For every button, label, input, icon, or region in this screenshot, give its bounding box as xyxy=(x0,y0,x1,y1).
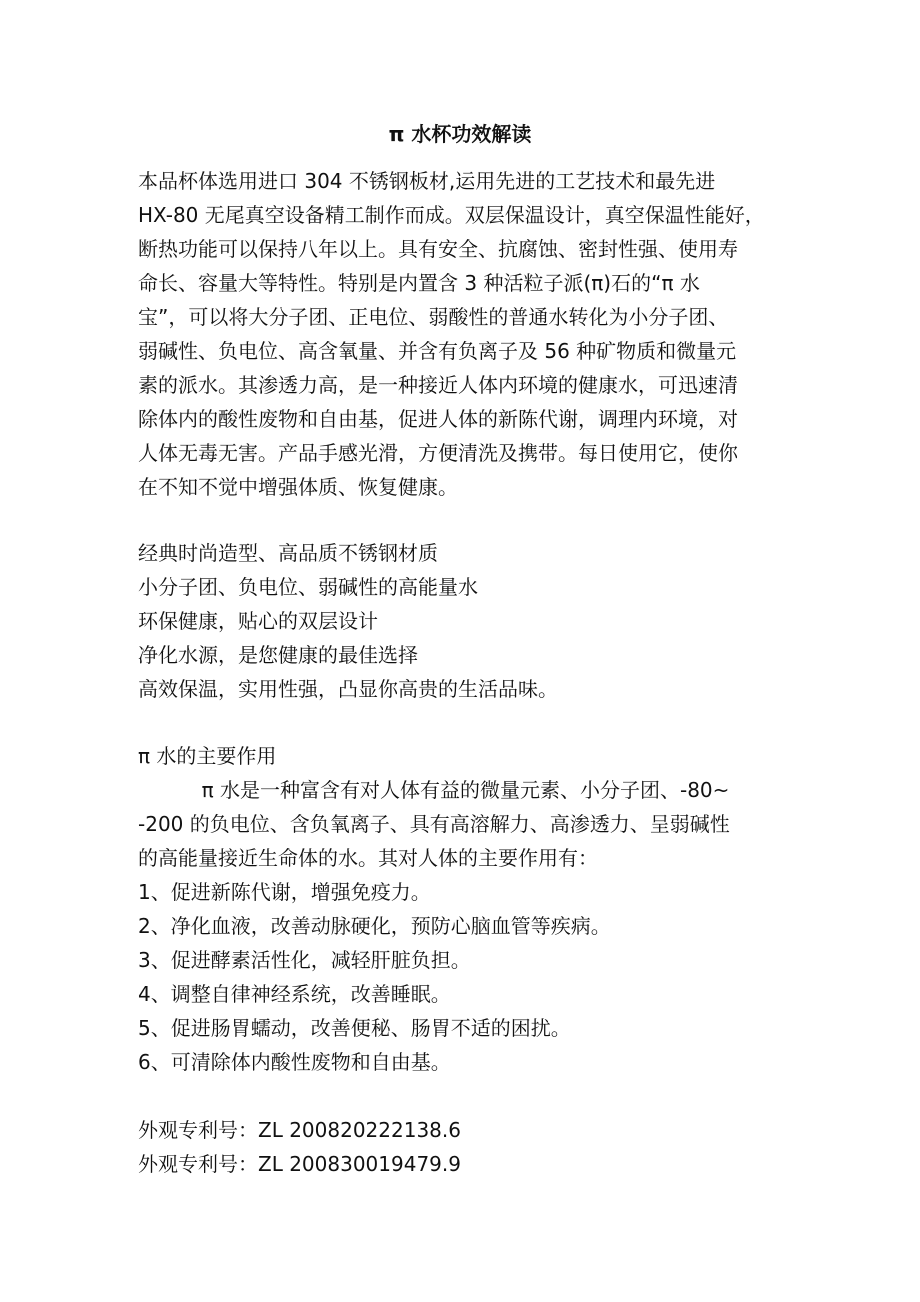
intro-line: 在不知不觉中增强体质、恢复健康。 xyxy=(138,475,458,499)
effects-paragraph-line: -200 的负电位、含负氧离子、具有高溶解力、高渗透力、呈弱碱性 xyxy=(138,812,730,836)
feature-line: 环保健康，贴心的双层设计 xyxy=(138,609,378,633)
intro-line: 断热功能可以保持八年以上。具有安全、抗腐蚀、密封性强、使用寿 xyxy=(138,237,738,261)
effect-item: 4、调整自律神经系统，改善睡眠。 xyxy=(138,982,451,1006)
intro-line: HX-80 无尾真空设备精工制作而成。双层保温设计，真空保温性能好， xyxy=(138,203,765,227)
intro-line: 本品杯体选用进口 304 不锈钢板材,运用先进的工艺技术和最先进 xyxy=(138,169,716,193)
effect-item: 1、促进新陈代谢，增强免疫力。 xyxy=(138,880,431,904)
effect-item: 2、净化血液，改善动脉硬化，预防心脑血管等疾病。 xyxy=(138,914,611,938)
intro-line: 人体无毒无害。产品手感光滑，方便清洗及携带。每日使用它，使你 xyxy=(138,441,738,465)
patent-number: 外观专利号：ZL 200820222138.6 xyxy=(138,1118,461,1142)
effects-heading: π 水的主要作用 xyxy=(138,744,277,768)
patent-number: 外观专利号：ZL 200830019479.9 xyxy=(138,1152,461,1176)
effect-item: 3、促进酵素活性化，减轻肝脏负担。 xyxy=(138,948,471,972)
intro-line: 素的派水。其渗透力高，是一种接近人体内环境的健康水，可迅速清 xyxy=(138,373,738,397)
document-title: π 水杯功效解读 xyxy=(388,122,532,146)
feature-line: 净化水源，是您健康的最佳选择 xyxy=(138,643,418,667)
effects-paragraph-line: 的高能量接近生命体的水。其对人体的主要作用有： xyxy=(138,846,598,870)
intro-line: 宝”，可以将大分子团、正电位、弱酸性的普通水转化为小分子团、 xyxy=(138,305,729,329)
effect-item: 6、可清除体内酸性废物和自由基。 xyxy=(138,1050,451,1074)
intro-line: 除体内的酸性废物和自由基，促进人体的新陈代谢，调理内环境，对 xyxy=(138,407,738,431)
effect-item: 5、促进肠胃蠕动，改善便秘、肠胃不适的困扰。 xyxy=(138,1016,571,1040)
effects-paragraph-line: π 水是一种富含有对人体有益的微量元素、小分子团、-80~ xyxy=(138,778,730,802)
feature-line: 高效保温，实用性强，凸显你高贵的生活品味。 xyxy=(138,677,558,701)
feature-line: 经典时尚造型、高品质不锈钢材质 xyxy=(138,541,438,565)
intro-line: 弱碱性、负电位、高含氧量、并含有负离子及 56 种矿物质和微量元 xyxy=(138,339,737,363)
feature-line: 小分子团、负电位、弱碱性的高能量水 xyxy=(138,575,478,599)
intro-line: 命长、容量大等特性。特别是内置含 3 种活粒子派(π)石的“π 水 xyxy=(138,271,700,295)
